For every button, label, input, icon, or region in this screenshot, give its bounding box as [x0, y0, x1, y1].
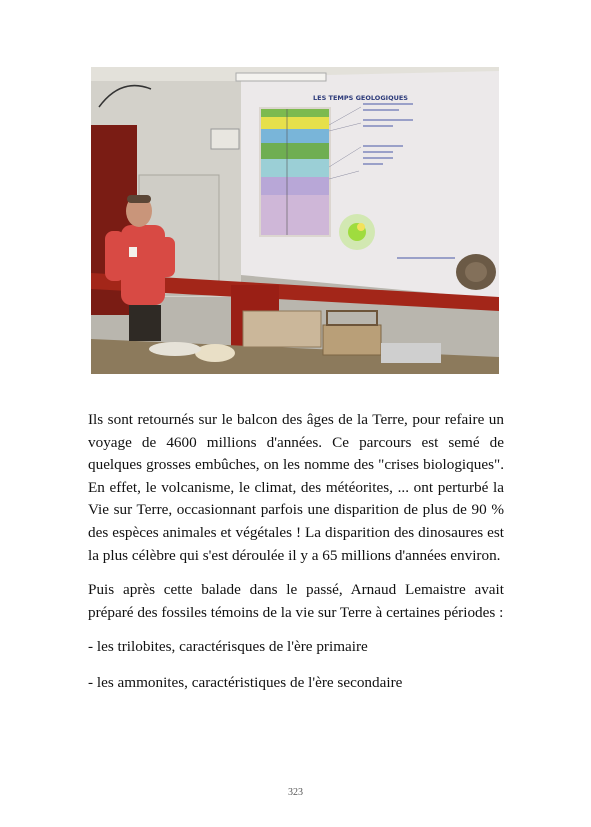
photo-illustration [91, 67, 499, 374]
wall-box [211, 129, 239, 149]
list-item-trilobites: - les trilobites, caractérisques de l'ère primaire [88, 638, 368, 656]
list-item-ammonites: - les ammonites, caractéristiques de l'ère secondaire [88, 673, 403, 691]
paragraph-fossils: Puis après cette balade dans le passé, Arnaud Lemaistre avait préparé des fossiles témoins de la vie sur Terre à certaines périodes : [88, 581, 504, 621]
page-number: 323 [288, 787, 303, 798]
equipment [381, 343, 441, 363]
wooden-box [243, 311, 321, 347]
screen-roller [236, 73, 326, 81]
article-body [88, 409, 504, 708]
slide-title: LES TEMPS GEOLOGIQUES [313, 94, 408, 102]
presentation-photo [91, 67, 499, 374]
wooden-frame [323, 325, 381, 355]
paragraph-intro: Ils sont retournés sur le balcon des âges de la Terre, pour refaire un voyage de 4600 millions d'années. Ce parcours est semé de quelques grosses embûches, on les nomme des "crises biologiques". En effet, le volcanisme, le climat, des météorites, ... ont perturbé la Vie sur Terre, occasionnant parfois une disparition de plus de 90 % des espèces animales et végétales ! La disparition des dinosaures est la plus célèbre qui s'est déroulée il y a 65 millions d'années environ. [88, 411, 504, 564]
slide-geological-column [259, 107, 331, 237]
skull-fossil [195, 344, 235, 362]
